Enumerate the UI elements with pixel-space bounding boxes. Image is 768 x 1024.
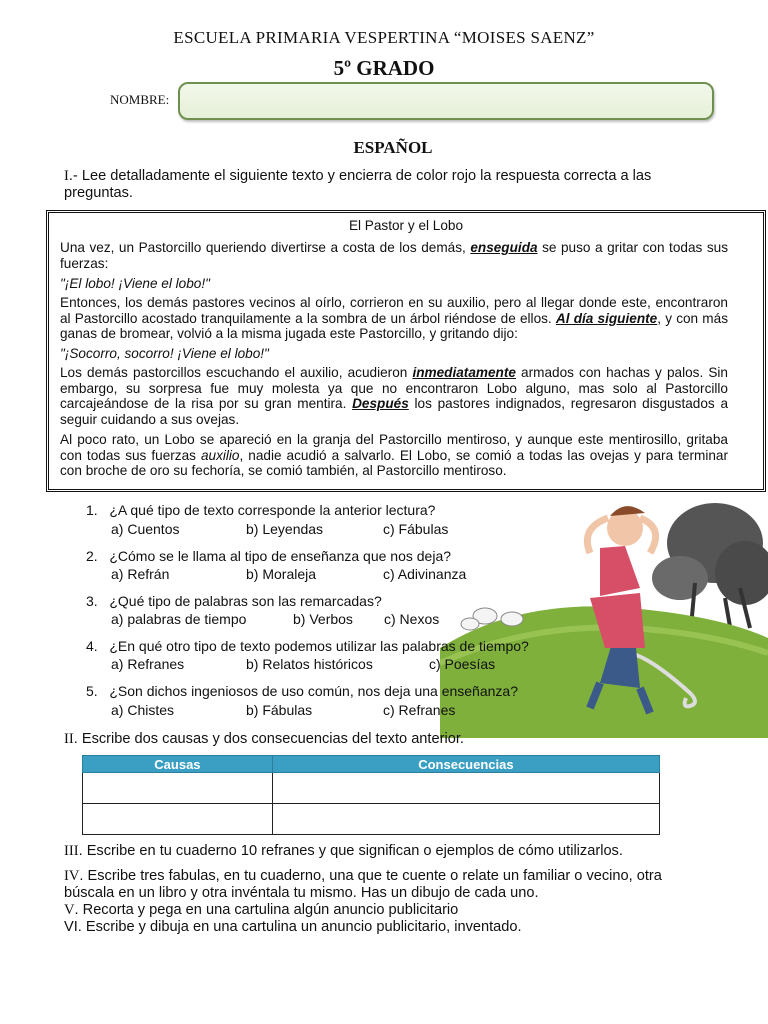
section-2-instruction — [64, 731, 464, 748]
shepherd-boy-illustration — [440, 488, 768, 738]
question-number: 3. — [86, 593, 98, 609]
question-3 — [86, 593, 382, 609]
causes-consequences-table — [82, 755, 660, 835]
section-1-instruction — [64, 168, 704, 202]
option-a[interactable]: a) Chistes — [111, 702, 175, 718]
section-1-numeral: I — [64, 168, 69, 184]
option-b[interactable]: b) Moraleja — [246, 566, 317, 582]
option-c[interactable]: c) Refranes — [383, 702, 456, 718]
school-name: ESCUELA PRIMARIA VESPERTINA “MOISES SAENZ” — [173, 28, 595, 47]
question-text: ¿A qué tipo de texto corresponde la anterior lectura? — [109, 502, 436, 518]
section-5-text: . Recorta y pega en una cartulina algún anuncio publicitario — [74, 902, 459, 918]
option-a[interactable]: a) Cuentos — [111, 521, 180, 537]
section-4-numeral: IV — [64, 868, 80, 884]
section-3-numeral: III — [64, 843, 79, 859]
question-number: 1. — [86, 502, 98, 518]
story-paragraph-4 — [60, 432, 728, 479]
question-number: 2. — [86, 548, 98, 564]
option-a[interactable]: a) Refrán — [111, 566, 170, 582]
question-4 — [86, 638, 529, 654]
option-b[interactable]: b) Leyendas — [246, 521, 324, 537]
story-title: El Pastor y el Lobo — [348, 218, 464, 233]
question-text: ¿Cómo se le llama al tipo de enseñanza que nos deja? — [109, 548, 452, 564]
column-header-consecuencias: Consecuencias — [272, 756, 659, 773]
time-word: enseguida — [470, 240, 538, 255]
story-italic-word: auxilio — [200, 447, 240, 463]
table-cell[interactable] — [272, 773, 659, 804]
option-c[interactable]: c) Fábulas — [383, 521, 449, 537]
section-2-numeral: II — [64, 731, 74, 747]
time-word: Al día siguiente — [555, 310, 658, 326]
name-label: NOMBRE: — [110, 92, 170, 107]
grade-title: 5º GRADO — [333, 56, 435, 80]
section-5-instruction — [64, 902, 458, 919]
story-quote-1: "¡El lobo! ¡Viene el lobo!" — [60, 276, 210, 291]
section-5-numeral: V — [64, 902, 75, 918]
section-3-instruction — [64, 843, 623, 860]
story-quote-2: "¡Socorro, socorro! ¡Viene el lobo!" — [60, 346, 269, 361]
table-cell[interactable] — [83, 773, 273, 804]
option-b[interactable]: b) Verbos — [293, 611, 353, 627]
option-c[interactable]: c) Adivinanza — [383, 566, 467, 582]
section-1-text: .- Lee detalladamente el siguiente texto y encierra de color rojo la respuesta correcta a las preguntas. — [64, 168, 652, 201]
option-a[interactable]: a) Refranes — [111, 656, 185, 672]
table-row — [83, 773, 660, 804]
question-5 — [86, 683, 518, 699]
story-text: los pastores indignados, regresaron disgustados a seguir cuidando a sus ovejas. — [60, 396, 728, 427]
column-header-causas: Causas — [83, 756, 273, 773]
story-text: Entonces, los demás pastores vecinos al oírlo, corrieron en su auxilio, pero al llegar donde este, encontraron al Pastorcillo acostado tranquilamente a la sombra de un árbol riéndose de ellos. — [60, 295, 728, 326]
story-text: Una vez, un Pastorcillo queriendo divertirse a costa de los demás, — [60, 240, 471, 255]
name-field[interactable] — [178, 82, 714, 120]
story-text: Al poco rato, un Lobo se apareció en la granja del Pastorcillo mentiroso, y aunque este mentirosillo, gritaba con todas sus fuerzas — [60, 432, 728, 463]
story-text: , nadie acudió a salvarlo. El Lobo, se comió a todas las ovejas y para terminar con broche de oro su fechoría, se comió también, al Pastorcillo mentiroso. — [60, 447, 728, 478]
story-paragraph-1 — [60, 240, 728, 271]
option-a[interactable]: a) palabras de tiempo — [111, 611, 247, 627]
section-3-text: . Escribe en tu cuaderno 10 refranes y que significan o ejemplos de cómo utilizarlos. — [78, 843, 623, 859]
table-cell[interactable] — [272, 804, 659, 835]
option-b[interactable]: b) Relatos históricos — [246, 656, 373, 672]
subject-title: ESPAÑOL — [353, 138, 433, 157]
story-paragraph-2 — [60, 295, 728, 342]
table-cell[interactable] — [83, 804, 273, 835]
time-word: inmediatamente — [412, 365, 516, 380]
story-text: se puso a gritar con todas sus fuerzas: — [60, 240, 728, 271]
section-2-text: . Escribe dos causas y dos consecuencias del texto anterior. — [73, 731, 464, 747]
story-text: armados con hachas y palos. Sin embargo, su sorpresa fue muy molesta ya que no encontraron Lobo alguno, mas solo al Pastorcillo carcajeándose de la risa por su gran mentira. — [60, 365, 728, 411]
option-c[interactable]: c) Poesías — [429, 656, 496, 672]
question-number: 5. — [86, 683, 98, 699]
question-text: ¿Son dichos ingeniosos de uso común, nos deja una enseñanza? — [109, 683, 518, 699]
story-text: , y con más ganas de bromear, volvió a la misma jugada este Pastorcillo, y gritando dijo: — [60, 310, 728, 341]
option-b[interactable]: b) Fábulas — [246, 702, 313, 718]
question-text: ¿En qué otro tipo de texto podemos utilizar las palabras de tiempo? — [109, 638, 529, 654]
question-text: ¿Qué tipo de palabras son las remarcadas? — [109, 593, 382, 609]
story-paragraph-3 — [60, 365, 728, 427]
question-1 — [86, 502, 435, 518]
option-c[interactable]: c) Nexos — [384, 611, 440, 627]
time-word: Después — [352, 396, 409, 411]
question-2 — [86, 548, 451, 564]
section-6-instruction: VI. Escribe y dibuja en una cartulina un anuncio publicitario, inventado. — [64, 919, 522, 935]
story-text: Los demás pastorcillos escuchando el auxilio, acudieron — [60, 365, 413, 380]
section-4-text: . Escribe tres fabulas, en tu cuaderno, una que te cuente o relate un familiar o vecino, otra búscala en un libro y otra invéntala tu mismo. Has un dibujo de cada uno. — [64, 868, 662, 901]
question-number: 4. — [86, 638, 98, 654]
table-row — [83, 804, 660, 835]
section-4-instruction — [64, 868, 714, 902]
